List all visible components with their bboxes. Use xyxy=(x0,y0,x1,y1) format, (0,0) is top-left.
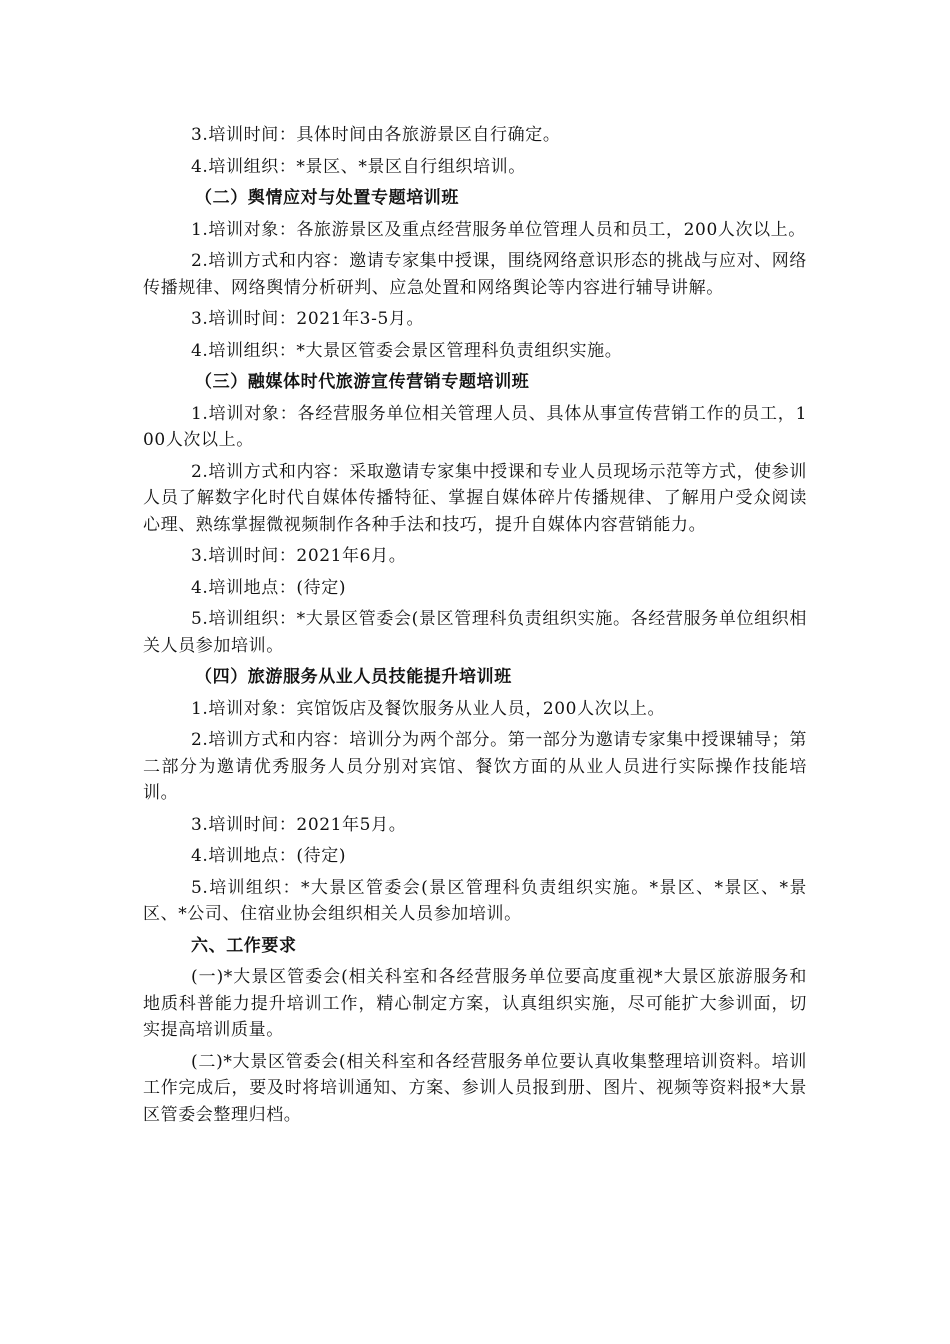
section-heading: （三）融媒体时代旅游宣传营销专题培训班 xyxy=(195,372,530,392)
section-heading: （二）舆情应对与处置专题培训班 xyxy=(195,188,459,208)
paragraph: 3.培训时间：2021年5月。 xyxy=(191,814,407,835)
paragraph: 4.培训地点：(待定) xyxy=(191,577,347,598)
section-heading: （四）旅游服务从业人员技能提升培训班 xyxy=(195,667,512,687)
paragraph: 3.培训时间：2021年3-5月。 xyxy=(191,309,425,329)
paragraph: 5.培训组织：*大景区管委会(景区管理科负责组织实施。*景区、*景区、*景区、*公司、住宿业协会组织相关人员参加培训。 xyxy=(143,877,807,924)
paragraph: 5.培训组织：*大景区管委会(景区管理科负责组织实施。各经营服务单位组织相关人员参加培训。 xyxy=(143,609,807,656)
paragraph: 4.培训地点：(待定) xyxy=(191,846,347,866)
document-body xyxy=(143,122,807,1133)
paragraph: 2.培训方式和内容：采取邀请专家集中授课和专业人员现场示范等方式，使参训人员了解数字化时代自媒体传播特征、掌握自媒体碎片传播规律、了解用户受众阅读心理、熟练掌握微视频制作各种手法和技巧，提升自媒体内容营销能力。 xyxy=(143,461,807,535)
paragraph: 2.培训方式和内容：邀请专家集中授课，围绕网络意识形态的挑战与应对、网络传播规律、网络舆情分析研判、应急处置和网络舆论等内容进行辅导讲解。 xyxy=(143,251,807,298)
paragraph: 1.培训对象：宾馆饭店及餐饮服务从业人员，200人次以上。 xyxy=(191,698,666,719)
paragraph: 3.培训时间：具体时间由各旅游景区自行确定。 xyxy=(191,125,561,145)
paragraph: 3.培训时间：2021年6月。 xyxy=(191,546,407,566)
paragraph: 2.培训方式和内容：培训分为两个部分。第一部分为邀请专家集中授课辅导；第二部分为邀请优秀服务人员分别对宾馆、餐饮方面的从业人员进行实际操作技能培训。 xyxy=(143,730,807,803)
section-heading: 六、工作要求 xyxy=(191,935,297,956)
paragraph: 4.培训组织：*大景区管委会景区管理科负责组织实施。 xyxy=(191,340,623,361)
paragraph: (一)*大景区管委会(相关科室和各经营服务单位要高度重视*大景区旅游服务和地质科普能力提升培训工作，精心制定方案，认真组织实施，尽可能扩大参训面，切实提高培训质量。 xyxy=(143,967,807,1040)
paragraph: (二)*大景区管委会(相关科室和各经营服务单位要认真收集整理培训资料。培训工作完成后，要及时将培训通知、方案、参训人员报到册、图片、视频等资料报*大景区管委会整理归档。 xyxy=(143,1051,807,1125)
paragraph: 1.培训对象：各旅游景区及重点经营服务单位管理人员和员工，200人次以上。 xyxy=(191,219,806,240)
paragraph: 1.培训对象：各经营服务单位相关管理人员、具体从事宣传营销工作的员工，100人次以上。 xyxy=(143,403,807,450)
paragraph: 4.培训组织：*景区、*景区自行组织培训。 xyxy=(191,156,526,177)
